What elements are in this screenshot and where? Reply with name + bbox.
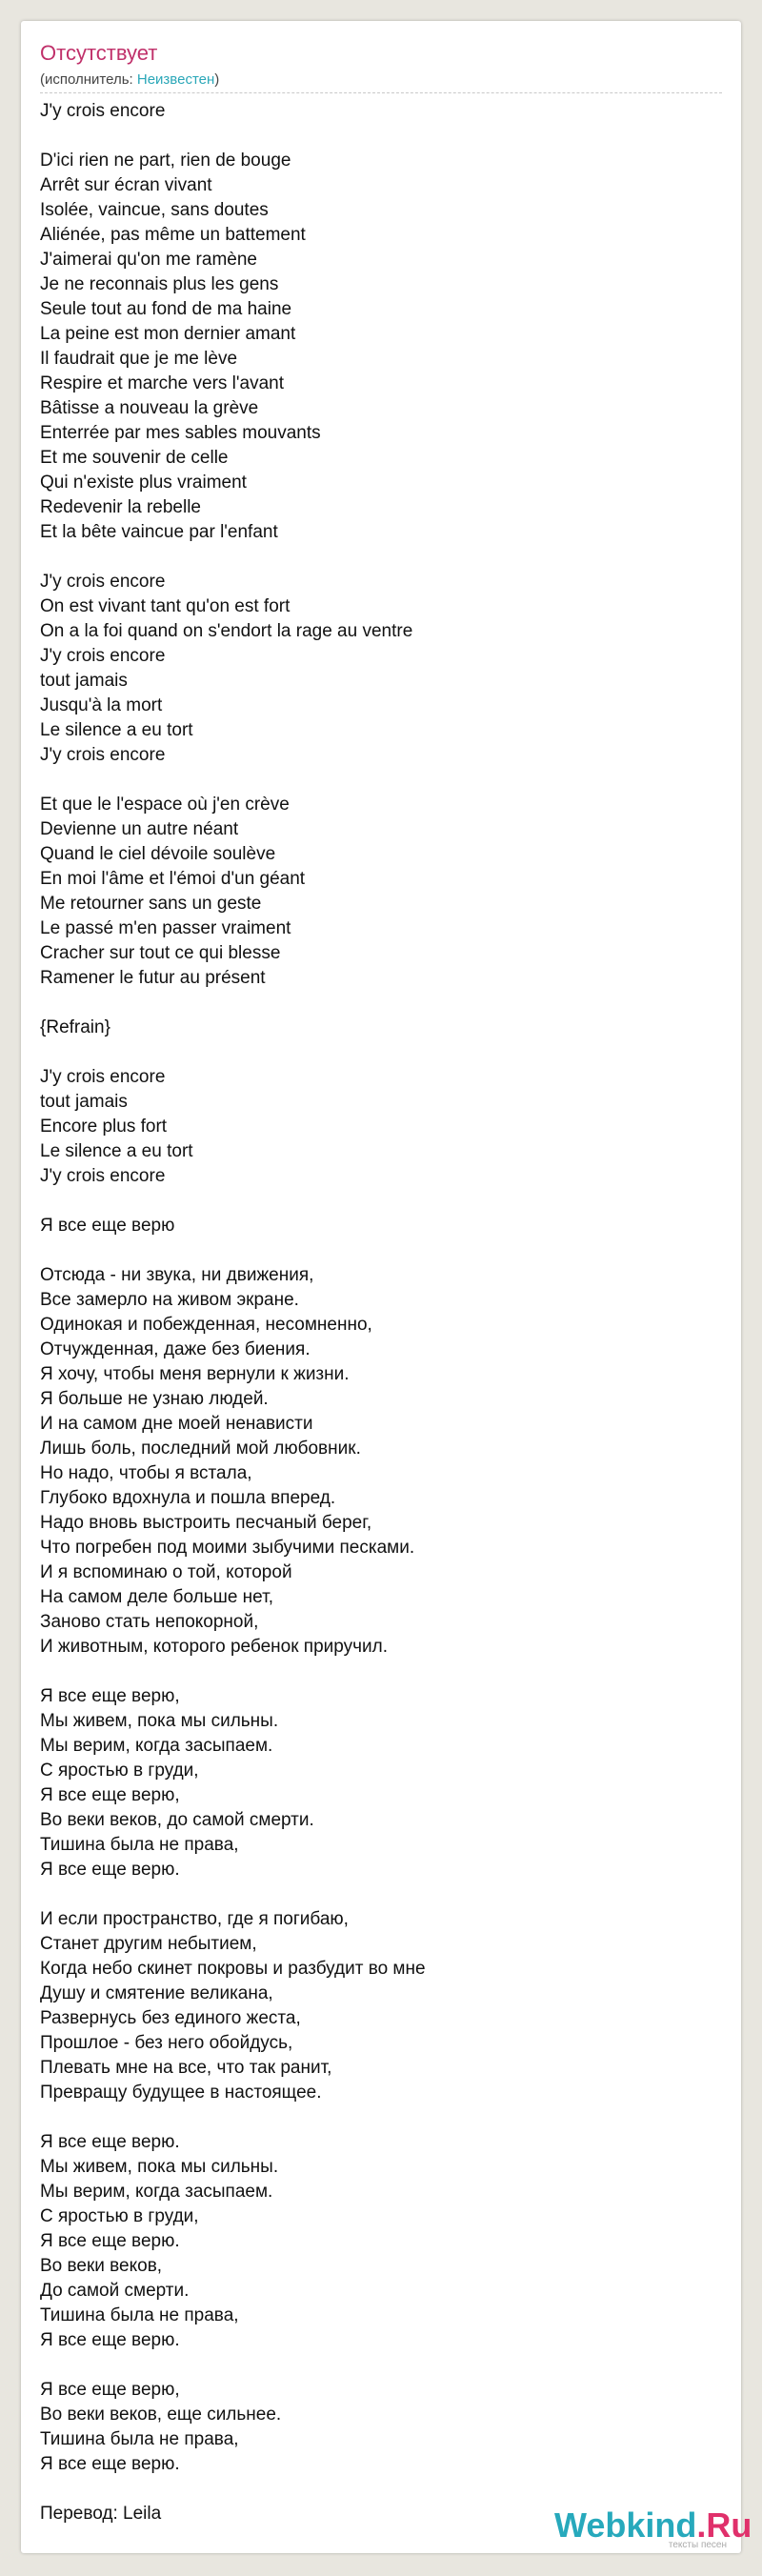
lyrics-line: Я все еще верю. <box>40 1860 180 1880</box>
lyrics-line: И я вспоминаю о той, которой <box>40 1562 292 1582</box>
lyrics-line: Le passé m'en passer vraiment <box>40 918 291 938</box>
lyrics-blank-line <box>40 991 426 1016</box>
lyrics-blank-line <box>40 545 426 570</box>
lyrics-line: Все замерло на живом экране. <box>40 1290 299 1310</box>
lyrics-line: Me retourner sans un geste <box>40 894 262 914</box>
lyrics-line: Jusqu'à la mort <box>40 695 163 715</box>
lyrics-line: Плевать мне на все, что так ранит, <box>40 2058 332 2078</box>
lyrics-line: J'y crois encore <box>40 101 166 121</box>
lyrics-line: Aliénée, pas même un battement <box>40 225 306 245</box>
lyrics-line: Тишина была не права, <box>40 2305 239 2325</box>
lyrics-line: Во веки веков, <box>40 2256 163 2276</box>
lyrics-line: Глубоко вдохнула и пошла вперед. <box>40 1488 336 1508</box>
lyrics-line: Il faudrait que je me lève <box>40 349 238 369</box>
lyrics-line: Тишина была не права, <box>40 1835 239 1855</box>
lyrics-line: Я хочу, чтобы меня вернули к жизни. <box>40 1364 350 1384</box>
lyrics-blank-line <box>40 1238 426 1263</box>
lyrics-line: Ramener le futur au présent <box>40 968 266 988</box>
lyrics-line: La peine est mon dernier amant <box>40 324 296 344</box>
lyrics-line: И если пространство, где я погибаю, <box>40 1909 349 1929</box>
lyrics-line: Прошлое - без него обойдусь, <box>40 2033 293 2053</box>
lyrics-line: Je ne reconnais plus les gens <box>40 274 279 294</box>
lyrics-line: Во веки веков, до самой смерти. <box>40 1810 314 1830</box>
lyrics-line: Я больше не узнаю людей. <box>40 1389 269 1409</box>
lyrics-line: С яростью в груди, <box>40 2206 199 2226</box>
lyrics-line: Перевод: Leila <box>40 2504 162 2524</box>
lyrics-line: Надо вновь выстроить песчаный берег, <box>40 1513 372 1533</box>
lyrics-line: J'y crois encore <box>40 1166 166 1186</box>
lyrics-line: Redevenir la rebelle <box>40 497 201 517</box>
lyrics-blank-line <box>40 1882 426 1907</box>
lyrics-line: Seule tout au fond de ma haine <box>40 299 292 319</box>
lyrics-line: Мы верим, когда засыпаем. <box>40 2182 273 2202</box>
lyrics-blank-line <box>40 768 426 793</box>
artist-prefix: (исполнитель: <box>40 71 137 88</box>
lyrics-line: Et la bête vaincue par l'enfant <box>40 522 278 542</box>
lyrics-line: Encore plus fort <box>40 1117 168 1137</box>
lyrics-line: Но надо, чтобы я встала, <box>40 1463 252 1483</box>
lyrics-line: До самой смерти. <box>40 2281 190 2301</box>
lyrics-blank-line <box>40 2105 426 2130</box>
lyrics-line: D'ici rien ne part, rien de bouge <box>40 151 291 171</box>
lyrics-line: J'y crois encore <box>40 1067 166 1087</box>
lyrics-text <box>40 99 426 2526</box>
lyrics-line: Заново стать непокорной, <box>40 1612 259 1632</box>
lyrics-blank-line <box>40 1189 426 1214</box>
lyrics-line: Я все еще верю, <box>40 1785 180 1805</box>
lyrics-line: Respire et marche vers l'avant <box>40 373 285 393</box>
lyrics-line: Et que le l'espace où j'en crève <box>40 795 290 815</box>
lyrics-line: Я все еще верю, <box>40 2380 180 2400</box>
site-logo[interactable] <box>554 2506 752 2550</box>
artist-link[interactable]: Неизвестен <box>136 71 215 88</box>
lyrics-line: On a la foi quand on s'endort la rage au ventre <box>40 621 413 641</box>
lyrics-line: Le silence a eu tort <box>40 720 193 740</box>
lyrics-line: J'aimerai qu'on me ramène <box>40 250 257 270</box>
artist-suffix: ) <box>214 71 220 88</box>
lyrics-line: На самом деле больше нет, <box>40 1587 273 1607</box>
lyrics-line: Я все еще верю. <box>40 2330 180 2350</box>
lyrics-line: tout jamais <box>40 671 128 691</box>
lyrics-line: Bâtisse a nouveau la grève <box>40 398 259 418</box>
lyrics-line: tout jamais <box>40 1092 128 1112</box>
logo-tagline: тексты песен <box>668 2540 727 2550</box>
lyrics-blank-line <box>40 2353 426 2378</box>
lyrics-blank-line <box>40 1660 426 1684</box>
lyrics-line: Во веки веков, еще сильнее. <box>40 2405 282 2425</box>
lyrics-line: Enterrée par mes sables mouvants <box>40 423 321 443</box>
lyrics-line: Одинокая и побежденная, несомненно, <box>40 1315 372 1335</box>
lyrics-line: Развернусь без единого жеста, <box>40 2008 301 2028</box>
lyrics-line: J'y crois encore <box>40 572 166 592</box>
lyrics-line: Станет другим небытием, <box>40 1934 257 1954</box>
lyrics-line: Душу и смятение великана, <box>40 1983 273 2003</box>
lyrics-line: Et me souvenir de celle <box>40 448 229 468</box>
lyrics-line: {Refrain} <box>40 1017 110 1037</box>
lyrics-line: Мы живем, пока мы сильны. <box>40 1711 279 1731</box>
lyrics-blank-line <box>40 1040 426 1065</box>
lyrics-line: Я все еще верю. <box>40 2132 180 2152</box>
lyrics-line: Le silence a eu tort <box>40 1141 193 1161</box>
lyrics-line: En moi l'âme et l'émoi d'un géant <box>40 869 306 889</box>
lyrics-line: Qui n'existe plus vraiment <box>40 473 247 493</box>
lyrics-line: Isolée, vaincue, sans doutes <box>40 200 269 220</box>
lyrics-line: Лишь боль, последний мой любовник. <box>40 1439 361 1459</box>
lyrics-line: On est vivant tant qu'on est fort <box>40 596 291 616</box>
lyrics-line: Я все еще верю, <box>40 1686 180 1706</box>
lyrics-line: Отсюда - ни звука, ни движения, <box>40 1265 314 1285</box>
lyrics-line: Превращу будущее в настоящее. <box>40 2083 322 2103</box>
lyrics-line: Когда небо скинет покровы и разбудит во мне <box>40 1959 426 1979</box>
lyrics-line: И на самом дне моей ненависти <box>40 1414 313 1434</box>
lyrics-line: Я все еще верю. <box>40 2231 180 2251</box>
lyrics-line: J'y crois encore <box>40 745 166 765</box>
lyrics-line: Что погребен под моими зыбучими песками. <box>40 1538 415 1558</box>
logo-name: Webkind <box>554 2506 697 2545</box>
title-divider <box>40 92 722 93</box>
lyrics-line: J'y crois encore <box>40 646 166 666</box>
song-title: Отсутствует <box>40 41 158 65</box>
lyrics-line: Devienne un autre néant <box>40 819 239 839</box>
lyrics-line: И животным, которого ребенок приручил. <box>40 1637 388 1657</box>
lyrics-blank-line <box>40 2477 426 2502</box>
lyrics-line: Мы живем, пока мы сильны. <box>40 2157 279 2177</box>
lyrics-line: Я все еще верю. <box>40 2454 180 2474</box>
logo-tld: .Ru <box>696 2506 752 2545</box>
lyrics-blank-line <box>40 124 426 149</box>
artist-line <box>40 70 219 90</box>
lyrics-line: Arrêt sur écran vivant <box>40 175 212 195</box>
lyrics-line: Я все еще верю <box>40 1216 175 1236</box>
lyrics-line: Тишина была не права, <box>40 2429 239 2449</box>
lyrics-line: Quand le ciel dévoile soulève <box>40 844 276 864</box>
lyrics-line: Cracher sur tout ce qui blesse <box>40 943 281 963</box>
lyrics-line: Отчужденная, даже без биения. <box>40 1339 311 1359</box>
lyrics-line: Мы верим, когда засыпаем. <box>40 1736 273 1756</box>
lyrics-card <box>21 21 752 2553</box>
lyrics-line: С яростью в груди, <box>40 1761 199 1781</box>
